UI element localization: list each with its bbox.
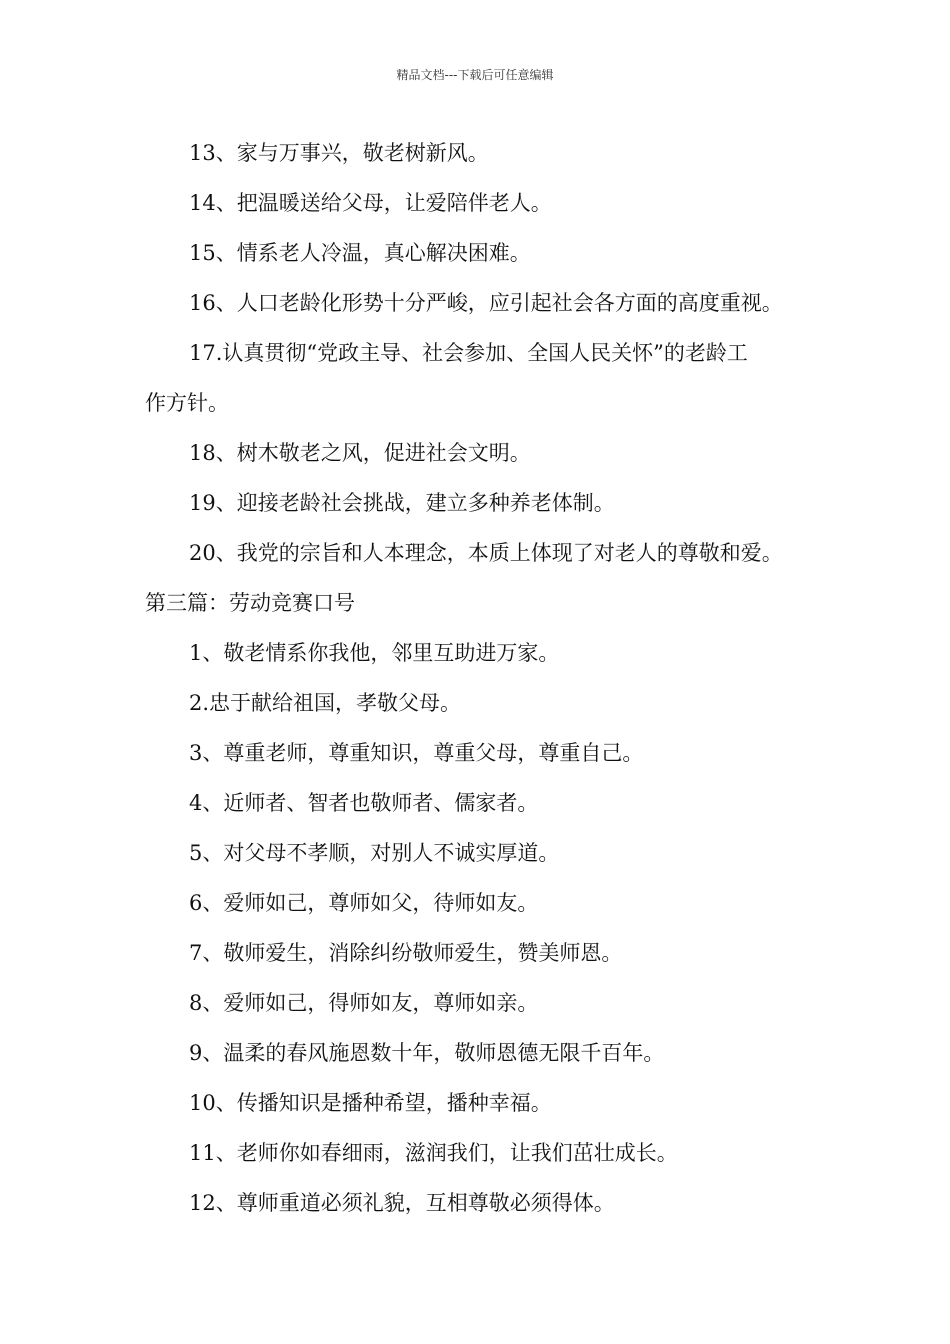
list-item-continuation: 作方针。: [145, 391, 229, 415]
list-item: 1、敬老情系你我他，邻里互助进万家。: [189, 641, 560, 665]
list-item: 19、迎接老龄社会挑战，建立多种养老体制。: [189, 491, 615, 515]
list-item: 3、尊重老师，尊重知识，尊重父母，尊重自己。: [189, 741, 644, 765]
page-header: 精品文档---下载后可任意编辑: [396, 68, 554, 82]
list-item: 10、传播知识是播种希望，播种幸福。: [189, 1091, 552, 1115]
list-item: 14、把温暖送给父母，让爱陪伴老人。: [189, 191, 552, 215]
list-item: 7、敬师爱生，消除纠纷敬师爱生，赞美师恩。: [189, 941, 623, 965]
list-item: 13、家与万事兴，敬老树新风。: [189, 141, 489, 165]
list-item: 5、对父母不孝顺，对别人不诚实厚道。: [189, 841, 560, 865]
list-item: 18、树木敬老之风，促进社会文明。: [189, 441, 531, 465]
list-item: 2.忠于献给祖国，孝敬父母。: [189, 691, 462, 715]
list-item: 15、情系老人冷温，真心解决困难。: [189, 241, 531, 265]
list-item: 8、爱师如己，得师如友，尊师如亲。: [189, 991, 539, 1015]
list-item: 9、温柔的春风施恩数十年，敬师恩德无限千百年。: [189, 1041, 665, 1065]
document-body: [145, 128, 845, 1228]
list-item: 6、爱师如己，尊师如父，待师如友。: [189, 891, 539, 915]
list-item: 17.认真贯彻“党政主导、社会参加、全国人民关怀”的老龄工: [189, 341, 748, 365]
list-item: 16、人口老龄化形势十分严峻，应引起社会各方面的高度重视。: [189, 291, 783, 315]
list-item: 20、我党的宗旨和人本理念，本质上体现了对老人的尊敬和爱。: [189, 541, 783, 565]
list-item: 12、尊师重道必须礼貌，互相尊敬必须得体。: [189, 1191, 615, 1215]
list-item: 4、近师者、智者也敬师者、儒家者。: [189, 791, 539, 815]
list-item: 11、老师你如春细雨，滋润我们，让我们茁壮成长。: [189, 1141, 678, 1165]
section-heading: 第三篇：劳动竞赛口号: [145, 591, 355, 615]
